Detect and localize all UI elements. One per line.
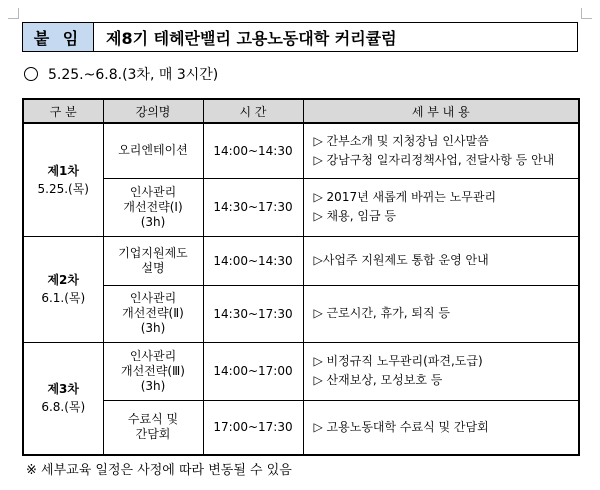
- lecture-name-line: 기업지원제도: [118, 245, 188, 260]
- lecture-name-line: 인사관리: [129, 291, 177, 305]
- detail-cell: [303, 342, 579, 400]
- detail-cell: [303, 123, 579, 178]
- table-row: [23, 178, 579, 236]
- lecture-name-cell: [103, 123, 203, 178]
- lecture-name-line: 개선전략(Ⅱ): [122, 306, 184, 320]
- detail-line: ▷ 강남구청 일자리정책사업, 전달사항 등 안내: [313, 152, 555, 167]
- detail-line: ▷ 간부소개 및 지청장님 인사말씀: [313, 133, 489, 148]
- lecture-name-line: 인사관리: [129, 348, 177, 363]
- table-header-row: [23, 99, 579, 123]
- detail-cell: [303, 236, 579, 285]
- table-row: [23, 400, 579, 455]
- time-cell: 14:00~17:00: [203, 342, 303, 400]
- lecture-name-line: (3h): [140, 321, 166, 335]
- lecture-name-cell: [103, 400, 203, 455]
- column-header: 강의명: [103, 99, 203, 123]
- lecture-name-cell: [103, 285, 203, 342]
- schedule-text: 5.25.~6.8.(3차, 매 3시간): [48, 67, 219, 83]
- table-row: [23, 123, 579, 178]
- lecture-name-line: 인사관리: [129, 184, 177, 199]
- lecture-name-line: 설명: [141, 260, 165, 275]
- lecture-name-line: 오리엔테이션: [118, 143, 188, 158]
- table-row: [23, 342, 579, 400]
- round-label: 제1차: [47, 163, 80, 178]
- table-row: [23, 285, 579, 342]
- round-label: 제3차: [47, 382, 80, 397]
- document-header: [22, 22, 578, 52]
- lecture-name-line: 개선전략(Ⅲ): [120, 363, 185, 378]
- round-date: 6.1.(목): [41, 291, 86, 305]
- round-date: 6.8.(목): [41, 400, 86, 415]
- time-cell: 14:00~14:30: [203, 236, 303, 285]
- round-label: 제2차: [47, 273, 80, 287]
- schedule-line: [24, 64, 218, 84]
- round-date: 5.25.(목): [37, 181, 89, 196]
- detail-line: ▷ 근로시간, 휴가, 퇴직 등: [313, 306, 450, 320]
- time-cell: 17:00~17:30: [203, 400, 303, 455]
- detail-cell: [303, 400, 579, 455]
- detail-line: ▷ 비정규직 노무관리(파견,도급): [313, 354, 483, 368]
- column-header: 시 간: [203, 99, 303, 123]
- detail-cell: [303, 285, 579, 342]
- lecture-name-line: 간담회: [135, 427, 171, 442]
- document-title: 제8기 테헤란밸리 고용노동대학 커리큘럼: [106, 28, 397, 48]
- footnote: ※ 세부교육 일정은 사정에 따라 변동될 수 있음: [26, 463, 292, 478]
- lecture-name-cell: [103, 342, 203, 400]
- lecture-name-line: (3h): [140, 378, 166, 393]
- lecture-name-line: 수료식 및: [127, 412, 179, 427]
- table-row: [23, 236, 579, 285]
- page-corner-mark: [8, 8, 19, 19]
- curriculum-table: [22, 98, 580, 456]
- round-cell: [23, 123, 103, 236]
- round-cell: [23, 342, 103, 455]
- detail-line: ▷ 2017년 새롭게 바뀌는 노무관리: [313, 190, 497, 204]
- lecture-name-cell: [103, 178, 203, 236]
- time-cell: 14:30~17:30: [203, 178, 303, 236]
- column-header: 세 부 내 용: [303, 99, 579, 123]
- detail-line: ▷ 채용, 임금 등: [313, 209, 396, 223]
- detail-line: ▷ 산재보상, 모성보호 등: [313, 373, 443, 387]
- lecture-name-line: 개선전략(Ⅰ): [123, 199, 183, 214]
- column-header: 구 분: [23, 99, 103, 123]
- lecture-name-line: (3h): [140, 214, 166, 229]
- lecture-name-cell: [103, 236, 203, 285]
- detail-cell: [303, 178, 579, 236]
- time-cell: 14:00~14:30: [203, 123, 303, 178]
- detail-line: ▷사업주 지원제도 통합 운영 안내: [313, 253, 489, 267]
- attachment-tag: 붙 임: [23, 23, 94, 51]
- detail-line: ▷ 고용노동대학 수료식 및 간담회: [313, 419, 489, 434]
- page-corner-mark: [581, 8, 592, 19]
- round-cell: [23, 236, 103, 342]
- time-cell: 14:30~17:30: [203, 285, 303, 342]
- circle-bullet-icon: [24, 67, 38, 81]
